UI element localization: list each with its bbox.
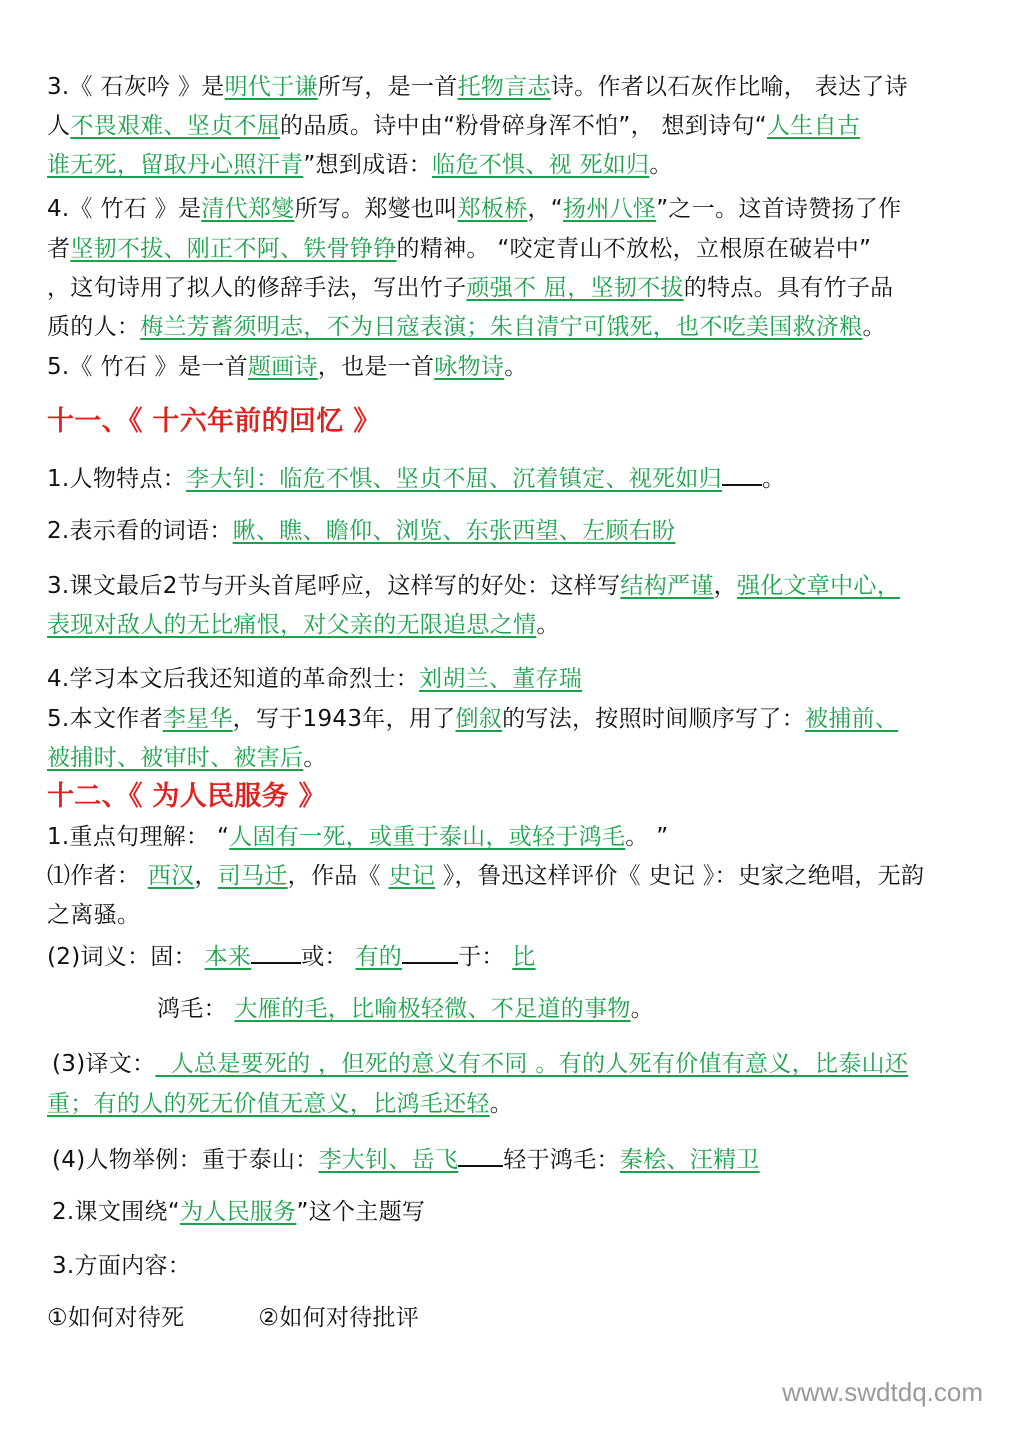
text-segment: 2.课文围绕“ — [52, 1199, 180, 1225]
s10-item5 — [47, 352, 963, 382]
text-segment: 于： — [458, 944, 505, 970]
text-segment: 。 — [504, 354, 528, 380]
answer-text: 谁无死，留取丹心照汗青 — [47, 152, 304, 178]
s12-item1 — [47, 822, 963, 852]
text-segment: 的精神。 “咬定青山不放松，立根原在破岩中” — [396, 236, 872, 262]
text-segment: (2)词义：固： — [47, 944, 197, 970]
s12-part4 — [52, 1143, 963, 1175]
text-segment: 5.《 竹石 》是一首 — [47, 354, 248, 380]
text-segment: 。 — [536, 612, 560, 638]
text-segment: ⑴作者： — [47, 863, 141, 889]
section-11-title: 十一、《 十六年前的回忆 》 — [47, 406, 381, 437]
text-segment: 。 — [649, 152, 673, 178]
answer-text: 顽强不 屈，坚韧不拔 — [466, 275, 684, 301]
text-segment: (4)人物举例：重于泰山： — [52, 1147, 319, 1173]
answer-text: 李星华 — [162, 706, 233, 732]
answer-text: 史记 — [388, 863, 436, 889]
answer-text: 瞅、瞧、瞻仰、浏览、东张西望、左顾右盼 — [232, 518, 676, 544]
text-segment: 者 — [47, 236, 71, 262]
text-segment: ②如何对待批评 — [258, 1305, 420, 1331]
text-segment: ，写于1943年，用了 — [232, 706, 456, 732]
answer-text: 本来 — [204, 944, 252, 970]
text-segment: ， — [713, 573, 737, 599]
s12-part2-line1 — [47, 940, 963, 972]
s11-item3-line2 — [47, 610, 963, 640]
answer-blank — [251, 940, 301, 964]
s12-item4 — [47, 1303, 963, 1333]
text-segment: 3.方面内容： — [52, 1253, 192, 1279]
answer-text: 题画诗 — [247, 354, 318, 380]
text-segment: 4.《 竹石 》是 — [47, 196, 202, 222]
text-segment: 轻于鸿毛： — [503, 1147, 620, 1173]
answer-text: 托物言志 — [457, 74, 551, 100]
s12-part1-line1 — [47, 861, 963, 891]
text-segment: 。 — [761, 466, 786, 492]
answer-text: 清代郑燮 — [201, 196, 295, 222]
text-segment: 3.《 石灰吟 》是 — [47, 74, 225, 100]
s10-item4-line3 — [47, 273, 963, 303]
answer-text: 西汉 — [147, 863, 195, 889]
text-segment: 1.人物特点： — [47, 466, 187, 492]
answer-text: 扬州八怪 — [563, 196, 657, 222]
text-segment: ”这个主题写 — [296, 1199, 426, 1225]
answer-text: 坚韧不拔、刚正不阿、铁骨铮铮 — [70, 236, 397, 262]
answer-text: 咏物诗 — [434, 354, 505, 380]
answer-text: 李大钊、岳飞 — [318, 1147, 459, 1173]
answer-text: 人固有一死，或重于泰山，或轻于鸿毛 — [229, 824, 626, 850]
answer-text: 梅兰芳蓄须明志，不为日寇表演；朱自清宁可饿死，也不吃美国救济粮 — [140, 314, 863, 340]
text-segment: 1.重点句理解： “ — [47, 824, 230, 850]
s10-item3-line1 — [47, 72, 963, 102]
s11-item3-line1 — [47, 571, 963, 601]
text-segment: ， — [194, 863, 218, 889]
text-segment: 的品质。诗中由“粉骨碎身浑不怕”， 想到诗句“ — [280, 113, 767, 139]
text-segment: 鸿毛： — [157, 996, 227, 1022]
answer-blank — [402, 940, 458, 964]
s10-item3-line2 — [47, 111, 963, 141]
text-segment: 4.学习本文后我还知道的革命烈士： — [47, 666, 420, 692]
s11-item2 — [47, 516, 963, 546]
s12-item2 — [52, 1197, 963, 1227]
text-segment: 质的人： — [47, 314, 141, 340]
s10-item3-line3 — [47, 150, 963, 180]
text-segment: 的写法，按照时间顺序写了： — [502, 706, 806, 732]
answer-text: 为人民服务 — [179, 1199, 297, 1225]
text-segment: ”想到成语： — [303, 152, 433, 178]
s11-item4 — [47, 664, 963, 694]
text-segment: 。 — [862, 314, 886, 340]
text-segment: 。 — [630, 996, 654, 1022]
text-segment: 5.本文作者 — [47, 706, 163, 732]
answer-text: 比 — [512, 944, 536, 970]
answer-text: 被捕时、被审时、被害后 — [47, 745, 304, 771]
answer-text: 强化文章中心， — [736, 573, 901, 599]
text-segment: ，也是一首 — [317, 354, 435, 380]
s11-item5-line2 — [47, 743, 963, 773]
s12-part3-line2 — [47, 1089, 963, 1119]
answer-text: 人总是要死的 ，但死的意义有不同 。有的人死有价值有意义，比泰山还 — [170, 1051, 909, 1077]
answer-text: 临危不惧、视 死如归 — [432, 152, 650, 178]
answer-text: 人生自古 — [766, 113, 861, 139]
answer-text: 刘胡兰、董存瑞 — [419, 666, 583, 692]
text-segment: 。 — [489, 1091, 514, 1117]
text-segment: 。 — [303, 745, 327, 771]
answer-text: 秦桧、汪精卫 — [619, 1147, 760, 1173]
answer-text: 李大钊：临危不惧、坚贞不屈、沉着镇定、视死如归 — [186, 466, 722, 492]
s11-item1 — [47, 462, 963, 494]
answer-text: 表现对敌人的无比痛恨，对父亲的无限追思之情 — [47, 612, 537, 638]
s12-part1-line2 — [47, 900, 963, 930]
answer-text: 明代于谦 — [224, 74, 318, 100]
text-segment: ①如何对待死 — [47, 1305, 185, 1331]
watermark-text: www.swdtdq.com — [782, 1377, 983, 1407]
text-segment: 所写。郑燮也叫 — [294, 196, 458, 222]
text-segment: ，作品《 — [287, 863, 381, 889]
text-segment: ，“ — [527, 196, 564, 222]
answer-text: 郑板桥 — [457, 196, 528, 222]
text-segment: 3.课文最后2节与开头首尾呼应，这样写的好处：这样写 — [47, 573, 621, 599]
text-segment: 所写，是一首 — [317, 74, 458, 100]
text-segment: ”之一。这首诗赞扬了作 — [656, 196, 902, 222]
text-segment: 。 ” — [625, 824, 669, 850]
answer-text: 被捕前、 — [805, 706, 899, 732]
answer-text: 司马迁 — [217, 863, 288, 889]
text-segment: 人 — [47, 113, 71, 139]
answer-blank — [458, 1143, 503, 1167]
text-segment: 2.表示看的词语： — [47, 518, 233, 544]
answer-text: 倒叙 — [455, 706, 503, 732]
answer-text: 大雁的毛，比喻极轻微、不足道的事物 — [234, 996, 631, 1022]
s10-item4-line1 — [47, 194, 963, 224]
text-segment: 诗。作者以石灰作比喻， 表达了诗 — [550, 74, 908, 100]
text-segment: 的特点。具有竹子品 — [683, 275, 894, 301]
text-segment: 》，鲁迅这样评价《 史记 》：史家之绝唱，无韵 — [442, 863, 925, 889]
answer-text: 结构严谨 — [620, 573, 714, 599]
s12-part2-line2 — [157, 994, 963, 1024]
answer-text: 有的 — [355, 944, 403, 970]
answer-text: 不畏艰难、坚贞不屈 — [70, 113, 281, 139]
answer-text: 重；有的人的死无价值无意义，比鸿毛还轻 — [47, 1091, 490, 1117]
answer-blank — [722, 462, 762, 486]
text-segment: ，这句诗用了拟人的修辞手法，写出竹子 — [47, 275, 467, 301]
section-12-title: 十二、《 为人民服务 》 — [47, 781, 326, 812]
s12-item3 — [52, 1251, 963, 1281]
s11-item5-line1 — [47, 704, 963, 734]
s10-item4-line4 — [47, 312, 963, 342]
s10-item4-line2 — [47, 234, 963, 264]
text-segment: 之离骚。 — [47, 902, 141, 928]
text-segment: (3)译文： — [52, 1051, 156, 1077]
text-segment: 或： — [301, 944, 348, 970]
s12-part3-line1 — [52, 1049, 963, 1079]
